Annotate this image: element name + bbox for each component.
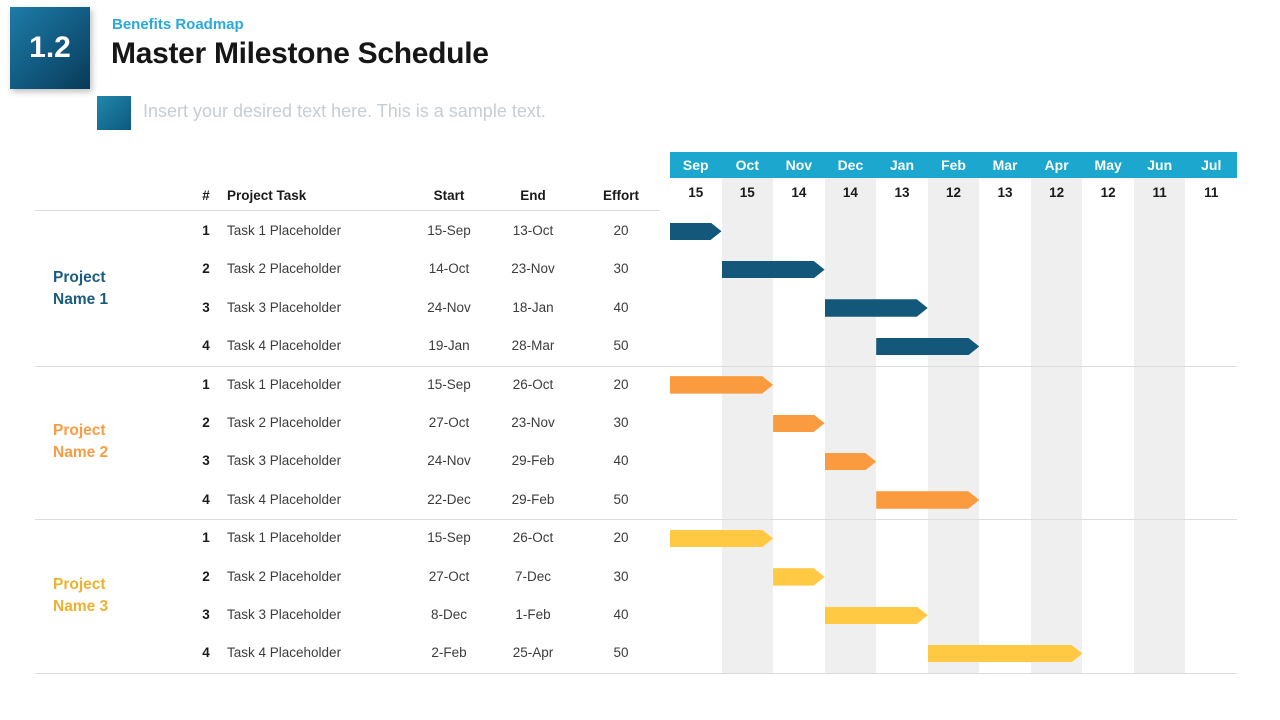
col-header-number: #: [202, 188, 210, 203]
task-name: Task 3 Placeholder: [227, 299, 342, 315]
slide-number-badge: [10, 7, 90, 89]
col-header-effort: Effort: [603, 188, 639, 203]
task-row: [0, 558, 660, 596]
gantt-bar-project1-task1: [670, 223, 722, 241]
gantt-bar-project3-task3: [825, 607, 928, 625]
task-row: [0, 519, 660, 557]
task-start-date: 14-Oct: [428, 261, 470, 277]
gantt-bar-project1-task4: [876, 338, 979, 356]
month-label-jun: Jun: [1147, 157, 1173, 173]
gantt-bar-project2-task1: [670, 376, 773, 394]
task-number: 2: [202, 568, 210, 584]
gantt-bar-project2-task4: [876, 491, 979, 509]
period-day-apr: 12: [1049, 185, 1065, 200]
period-day-feb: 12: [945, 185, 962, 200]
col-header-start: Start: [433, 188, 465, 203]
shaded-month-column: [1031, 178, 1083, 673]
group-divider: [35, 673, 1237, 674]
task-end-date: 1-Feb: [515, 607, 551, 622]
task-name: Task 4 Placeholder: [227, 338, 342, 354]
shaded-month-column: [928, 178, 980, 673]
month-label-feb: Feb: [941, 157, 966, 173]
shaded-month-column: [722, 178, 774, 673]
subtitle-placeholder-text: Insert your desired text here. This is a sample text.: [143, 101, 546, 121]
month-label-apr: Apr: [1044, 157, 1069, 173]
month-label-may: May: [1094, 157, 1122, 173]
period-day-dec: 14: [842, 185, 858, 200]
task-start-date: 8-Dec: [430, 607, 467, 622]
shaded-month-column: [1134, 178, 1186, 673]
task-row: [0, 289, 660, 327]
task-number: 3: [202, 299, 210, 315]
month-label-nov: Nov: [785, 157, 813, 173]
task-number: 1: [202, 530, 210, 546]
task-end-date: 23-Nov: [511, 415, 555, 430]
task-end-date: 26-Oct: [512, 530, 554, 546]
task-row: [0, 366, 660, 404]
task-number: 4: [202, 491, 210, 507]
task-number: 3: [202, 453, 210, 469]
task-row: [0, 442, 660, 480]
gantt-period-start-days: [670, 179, 1237, 206]
task-end-date: 23-Nov: [511, 261, 555, 277]
month-label-sep: Sep: [682, 157, 709, 173]
month-label-dec: Dec: [837, 157, 864, 173]
period-day-sep: 15: [688, 185, 704, 200]
task-number: 2: [202, 415, 210, 430]
task-end-date: 29-Feb: [511, 453, 555, 469]
task-name: Task 4 Placeholder: [227, 491, 342, 507]
month-label-jan: Jan: [889, 157, 915, 173]
task-name: Task 1 Placeholder: [227, 223, 342, 238]
task-name: Task 2 Placeholder: [227, 568, 342, 584]
task-effort: 40: [613, 299, 629, 315]
task-start-date: 19-Jan: [428, 338, 470, 354]
gantt-bar-project3-task4: [928, 645, 1083, 663]
period-day-jun: 11: [1152, 185, 1167, 200]
task-start-date: 24-Nov: [427, 453, 471, 469]
task-number: 1: [202, 223, 210, 238]
task-name: Task 2 Placeholder: [227, 415, 342, 430]
task-start-date: 15-Sep: [427, 223, 471, 238]
period-day-may: 12: [1100, 185, 1116, 200]
slide-kicker: Benefits Roadmap: [112, 16, 244, 33]
task-end-date: 28-Mar: [511, 338, 555, 354]
task-row: [0, 327, 660, 365]
month-label-jul: Jul: [1201, 157, 1222, 173]
task-end-date: 7-Dec: [514, 568, 551, 584]
task-number: 2: [202, 261, 210, 277]
task-start-date: 24-Nov: [427, 299, 471, 315]
task-row: [0, 596, 660, 634]
task-number: 4: [202, 645, 210, 661]
task-end-date: 26-Oct: [512, 376, 554, 392]
task-end-date: 13-Oct: [512, 223, 554, 238]
task-name: Task 1 Placeholder: [227, 376, 342, 392]
task-start-date: 22-Dec: [427, 491, 471, 507]
task-end-date: 29-Feb: [511, 491, 555, 507]
task-number: 1: [202, 376, 210, 392]
task-number: 3: [202, 607, 210, 622]
gantt-bar-project1-task2: [722, 261, 825, 279]
task-number: 4: [202, 338, 210, 354]
gantt-bar-project2-task2: [773, 415, 825, 433]
period-day-jul: 11: [1204, 185, 1219, 200]
period-day-nov: 14: [791, 185, 807, 200]
project-name-label: Project Name 3: [53, 576, 109, 615]
task-effort: 40: [613, 607, 629, 622]
task-effort: 20: [613, 530, 629, 546]
task-start-date: 15-Sep: [427, 530, 471, 546]
task-effort: 20: [613, 376, 629, 392]
gantt-bar-project1-task3: [825, 299, 928, 317]
task-effort: 20: [613, 223, 629, 238]
task-name: Task 3 Placeholder: [227, 607, 342, 622]
gantt-bar-project3-task2: [773, 568, 825, 586]
task-effort: 30: [613, 261, 629, 277]
month-label-oct: Oct: [735, 157, 759, 173]
subtitle-accent-square: [97, 96, 131, 130]
task-effort: 40: [613, 453, 629, 469]
task-effort: 50: [613, 491, 629, 507]
period-day-jan: 13: [894, 185, 910, 200]
task-row: [0, 481, 660, 519]
task-name: Task 2 Placeholder: [227, 261, 342, 277]
task-effort: 30: [613, 415, 629, 430]
gantt-bar-project3-task1: [670, 530, 773, 548]
task-name: Task 4 Placeholder: [227, 645, 342, 661]
col-header-end: End: [520, 188, 546, 203]
slide-number: 1.2: [29, 31, 71, 64]
task-start-date: 15-Sep: [427, 376, 471, 392]
gantt-bar-project2-task3: [825, 453, 877, 471]
task-name: Task 1 Placeholder: [227, 530, 342, 546]
task-row: [0, 212, 660, 250]
col-header-project-task: Project Task: [227, 188, 307, 203]
page-title: Master Milestone Schedule: [111, 37, 489, 70]
task-name: Task 3 Placeholder: [227, 453, 342, 469]
task-row: [0, 634, 660, 672]
task-end-date: 18-Jan: [512, 299, 554, 315]
task-effort: 50: [613, 645, 629, 661]
project-name-label: Project Name 2: [53, 422, 109, 462]
header-divider-line: [35, 210, 660, 211]
gantt-month-header: [670, 152, 1237, 178]
task-start-date: 27-Oct: [428, 568, 470, 584]
period-day-mar: 13: [997, 185, 1013, 200]
task-row: [0, 404, 660, 442]
task-effort: 50: [613, 338, 629, 354]
task-end-date: 25-Apr: [512, 645, 554, 661]
task-effort: 30: [613, 568, 629, 584]
task-start-date: 27-Oct: [428, 415, 470, 430]
task-start-date: 2-Feb: [431, 645, 467, 661]
period-day-oct: 15: [739, 185, 755, 200]
task-row: [0, 250, 660, 288]
project-name-label: Project Name 1: [53, 268, 109, 308]
shaded-month-column: [825, 178, 877, 673]
month-label-mar: Mar: [992, 157, 1018, 173]
